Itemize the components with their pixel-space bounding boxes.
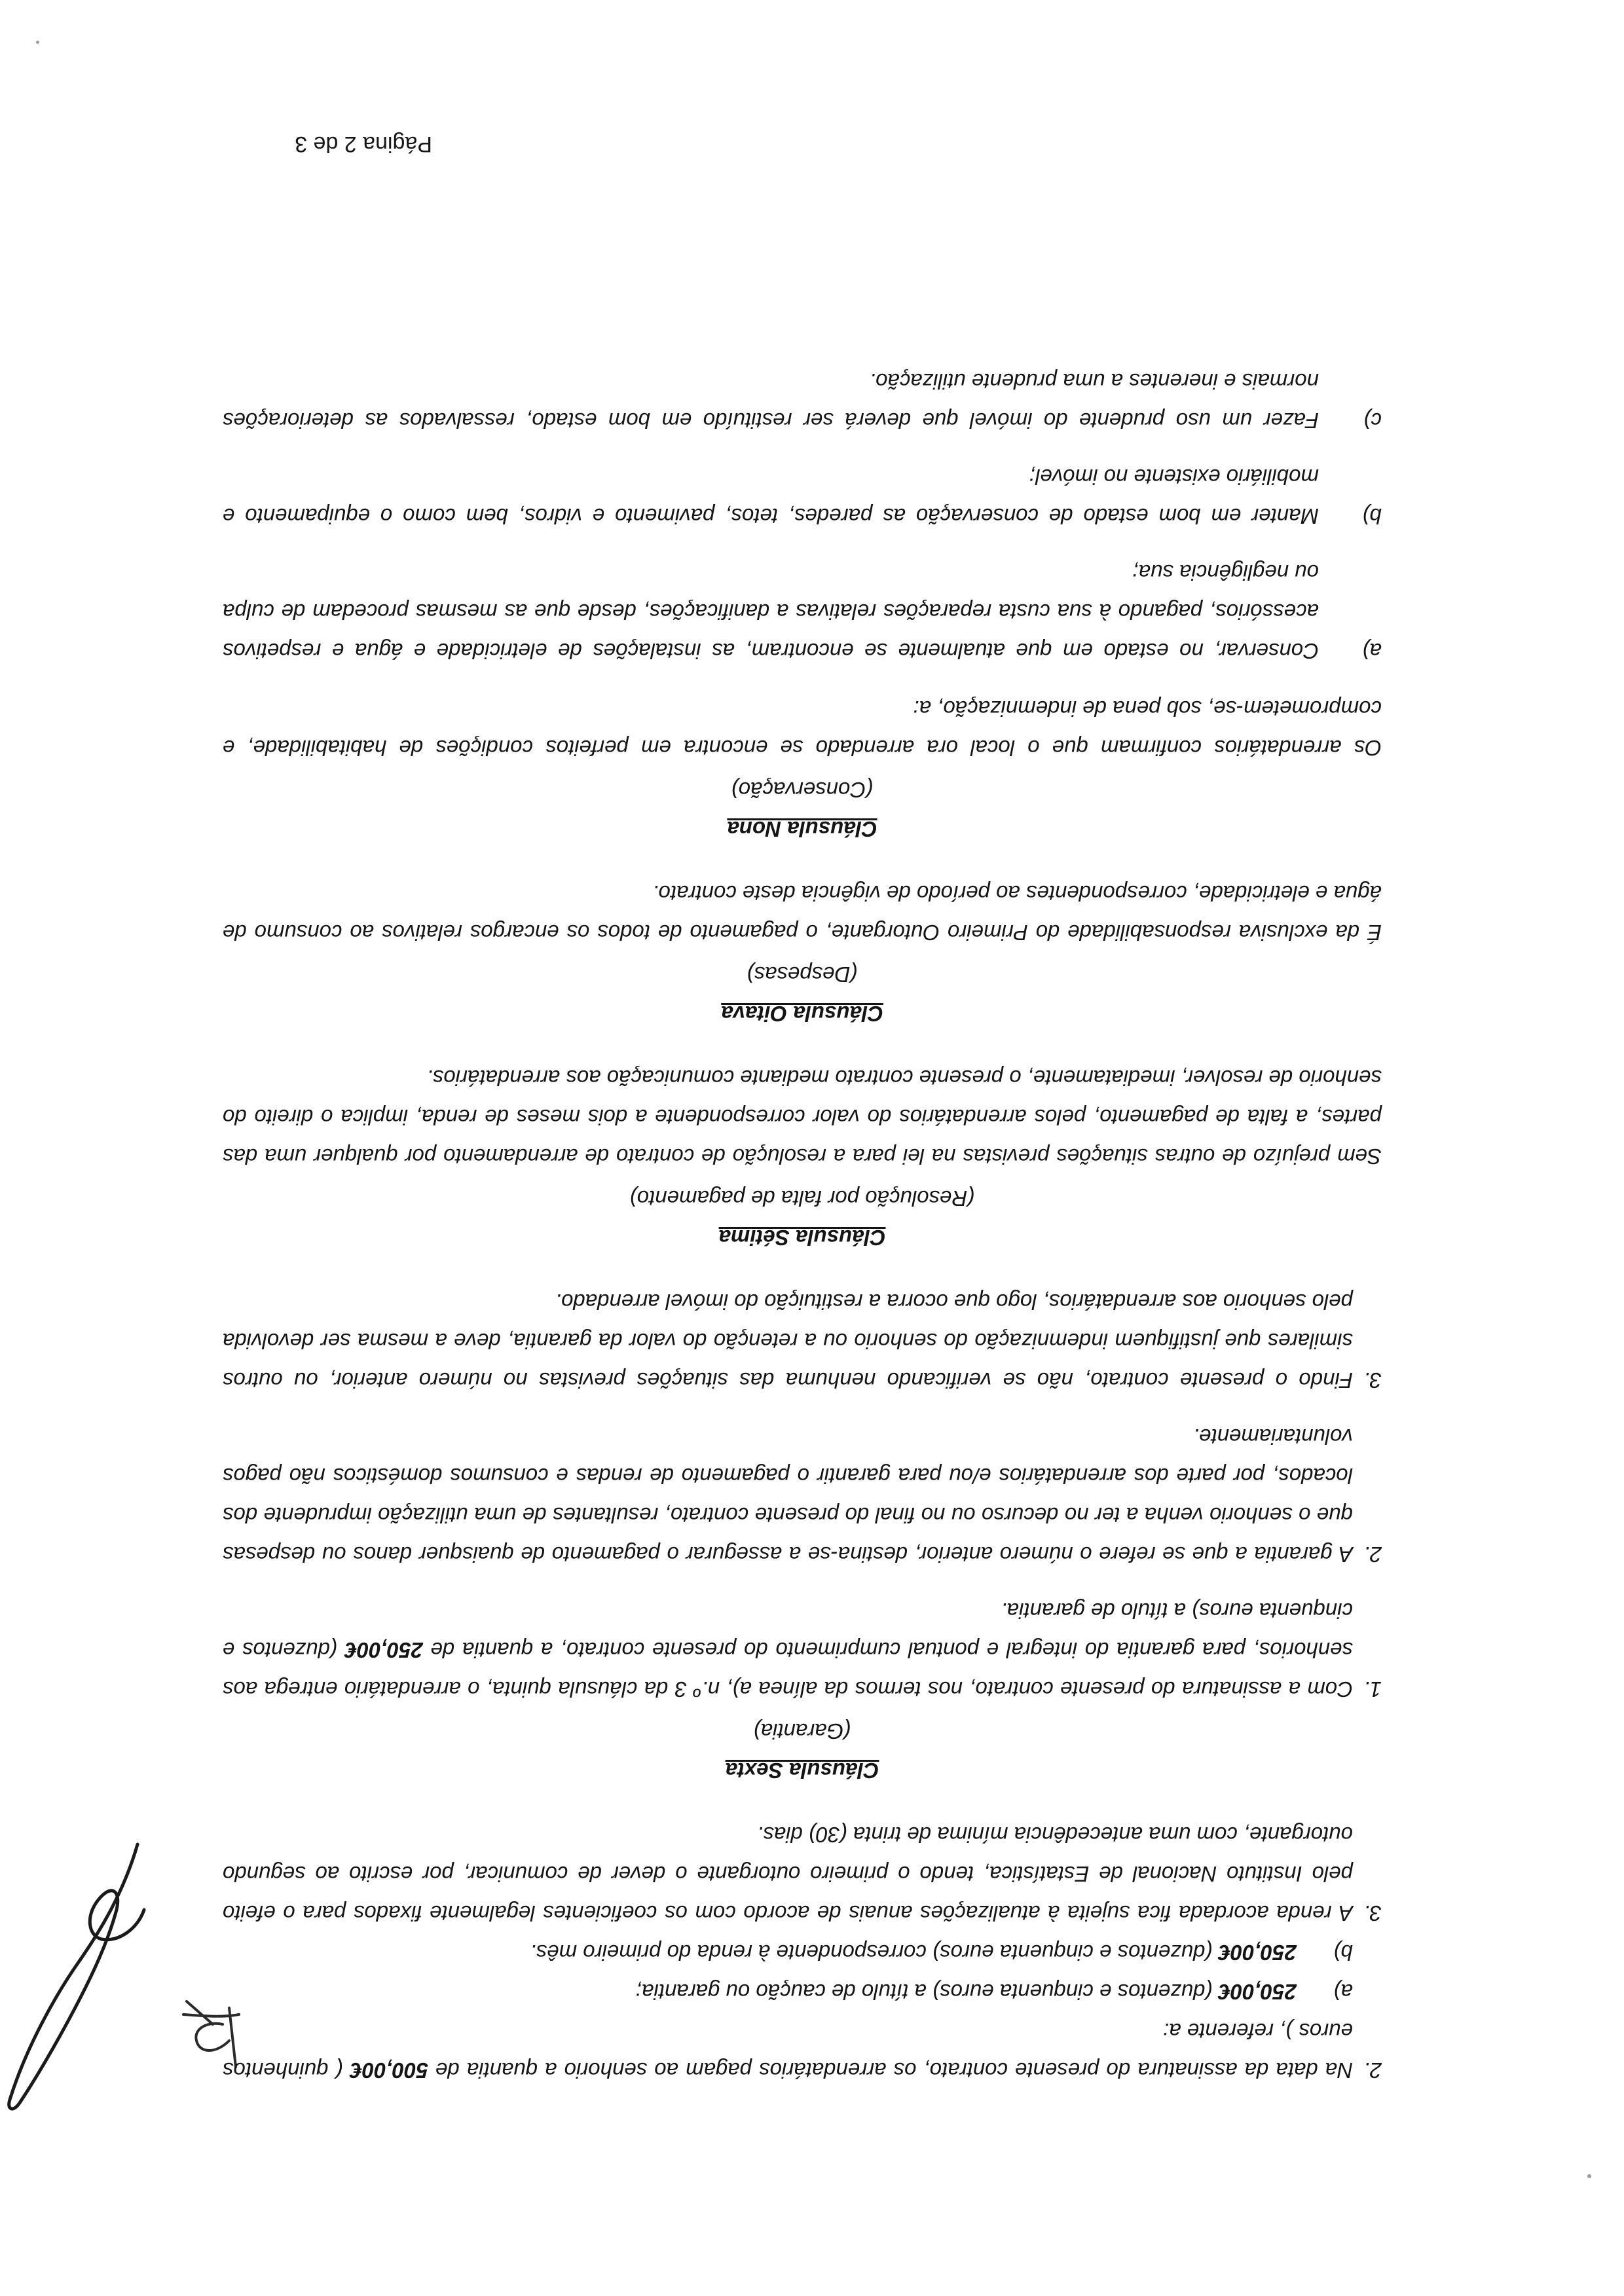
clause-title: Cláusula Oitava [721, 1002, 883, 1026]
clause-title: Cláusula Sexta [725, 1758, 879, 1783]
item-label: b) [1333, 1941, 1353, 1965]
paragraph-3-atualizacoes [223, 1815, 1382, 1933]
amount: 250,00€ [344, 1638, 423, 1662]
paragraph-number: 3. [1363, 1368, 1382, 1393]
item-b-manter [223, 457, 1382, 536]
clause-title: Cláusula Sétima [718, 1226, 886, 1250]
item-label: c) [1363, 409, 1382, 433]
item-text: (duzentos e cinquenta euros) correspondente à renda do primeiro mês. [530, 1941, 1219, 1965]
paragraph-2-payment [223, 2011, 1382, 2090]
paragraph-3-garantia [223, 1282, 1382, 1400]
paragraph-number: 2. [1363, 2058, 1382, 2083]
item-text: Conservar, no estado em que atualmente se encontram, as instalações de eletricidade e água e respetivos acessórios, pagando à sua custa reparações relativas a danificações, desde que as mesmas procedam de culpa ou negligência sua; [223, 560, 1319, 663]
clause-subtitle: (Conservação) [731, 778, 874, 802]
amount: 500,00€ [350, 2058, 428, 2083]
scan-speck [1587, 2174, 1591, 2178]
paragraph-text: (duzentos e cinquenta euros) a título de garantia. [223, 1599, 1353, 1662]
clause-title: Cláusula Nona [727, 817, 877, 841]
paragraph-2-garantia [223, 1417, 1382, 1574]
item-text: (duzentos e cinquenta euros) a título de caução ou garantia; [635, 1980, 1219, 2004]
page-number-footer: Página 2 de 3 [295, 132, 432, 156]
item-label: a) [1362, 639, 1382, 663]
contract-body [223, 361, 1382, 2090]
item-label: a) [1333, 1980, 1353, 2004]
paragraph-text: Findo o presente contrato, não se verificando nenhuma das situações previstas no número anterior, ou outros similares que justifiquem indemnização do senhorio ou a retenção do valor da garantia, deve a mesma ser devolvida pelo senhorio aos arrendatários, logo que ocorra a restituição do imóvel arrendado. [223, 1290, 1353, 1393]
item-c-uso-prudente [223, 361, 1382, 440]
clause-text: Sem prejuízo de outras situações previstas na lei para a resolução de contrato de arrendamento por qualquer uma das partes, a falta de pagamento, pelos arrendatários do valor correspondente a dois meses de renda, implica o direito do senhorio de resolver, imediatamente, o presente contrato mediante comunicação aos arrendatários. [223, 1066, 1382, 1169]
paragraph-text: Na data da assinatura do presente contrato, os arrendatários pagam ao senhorio a quantia de [428, 2058, 1353, 2083]
paragraph-1-garantia [223, 1591, 1382, 1709]
item-b-primeira-renda [223, 1933, 1353, 1972]
paragraph-number: 3. [1363, 1901, 1382, 1925]
paragraph-text: A garantia a que se refere o número anterior, destina-se a assegurar o pagamento de quaisquer danos ou despesas que o senhorio venha a ter no decurso ou no final do presente contrato, resultantes de uma utilização imprudente dos locados, por parte dos arrendatários e/ou para garantir o pagamento de rendas e consumos domésticos não pagos voluntariamente. [223, 1425, 1353, 1567]
scan-speck [36, 41, 39, 44]
clause-subtitle: (Despesas) [747, 962, 858, 987]
paragraph-text: ( quinhentos euros ), referente a: [223, 2019, 1353, 2083]
clause-subtitle: (Garantia) [753, 1719, 851, 1743]
item-a-caucao [223, 1972, 1353, 2011]
item-label: b) [1362, 504, 1382, 528]
paragraph-number: 1. [1363, 1677, 1382, 1702]
clause-text: Os arrendatários confirmam que o local ora arrendado se encontra em perfeitos condições de habitabilidade, e comprometem-se, sob pena de indemnização, a: [223, 697, 1382, 760]
clause-subtitle: (Resolução por falta de pagamento) [629, 1186, 975, 1211]
paragraph-text: A renda acordada fica sujeita à atualizações anuais de acordo com os coeficientes legalmente fixados para o efeito pelo Instituto Nacional de Estatística, tendo o primeiro outorgante o dever de comunicar, por escrito ao segundo outorgante, com uma antecedência mínima de trinta (30) dias. [223, 1823, 1353, 1925]
item-a-conservar [223, 553, 1382, 670]
handwritten-signature [0, 1838, 164, 2126]
item-text: Manter em bom estado de conservação as paredes, tetos, pavimento e vidros, bem como o equipamento e mobiliário existente no imóvel; [223, 465, 1319, 528]
item-text: Fazer um uso prudente do imóvel que deverá ser restituído em bom estado, ressalvados as deteriorações normais e inerentes a uma prudente utilização. [223, 369, 1319, 433]
amount: 250,00€ [1218, 1980, 1297, 2004]
amount: 250,00€ [1218, 1941, 1297, 1965]
clause-text: É da exclusiva responsabilidade do Primeiro Outorgante, o pagamento de todos os encargos relativos ao consumo de água e eletricidade, correspondentes ao período de vigência deste contrato. [223, 881, 1382, 945]
paragraph-number: 2. [1363, 1542, 1382, 1567]
paragraph-text: Com a assinatura do presente contrato, nos termos da alínea a), n.º 3 da cláusula quinta, o arrendatário entrega aos senhorios, para garantia do integral e pontual cumprimento do presente contrato, a quantia de [223, 1638, 1353, 1702]
